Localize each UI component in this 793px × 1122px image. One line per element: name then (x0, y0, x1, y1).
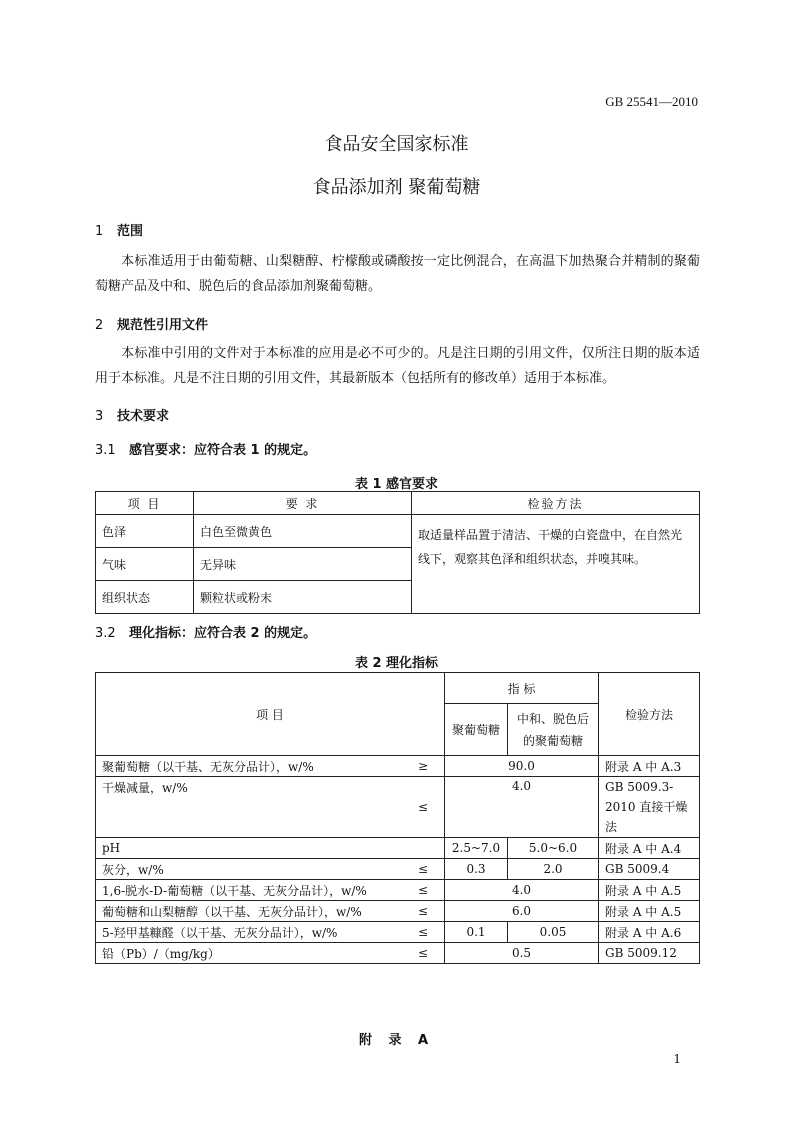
table-cell: 无异味 (194, 548, 412, 581)
table-1-caption: 表 1 感官要求 (354, 477, 439, 492)
appendix-heading: 附 录 A (358, 1033, 435, 1048)
table-cell: 颗粒状或粉末 (194, 581, 412, 614)
table-cell: 1,6-脱水-D-葡萄糖（以干基、无灰分品计），w/% (96, 880, 403, 901)
table-2-header-method: 检验方法 (599, 673, 700, 756)
table-row (96, 901, 700, 922)
table-1-method: 取适量样品置于清洁、干燥的白瓷盘中，在自然光线下，观察其色泽和组织状态，并嗅其味。 (412, 515, 700, 614)
table-cell: ≥ (402, 756, 445, 777)
table-cell: 5-羟甲基糠醛（以干基、无灰分品计），w/% (96, 922, 403, 943)
table-1-header-req: 要 求 (194, 492, 412, 515)
table-cell: 4.0 (445, 777, 599, 838)
table-cell: GB 5009.4 (599, 859, 700, 880)
table-cell: 附录 A 中 A.4 (599, 838, 700, 859)
table-1-header-item: 项 目 (96, 492, 194, 515)
sensory-table (95, 491, 700, 614)
table-2-caption: 表 2 理化指标 (354, 656, 439, 671)
table-cell: 附录 A 中 A.6 (599, 922, 700, 943)
table-cell (402, 838, 445, 859)
table-cell: 色泽 (96, 515, 194, 548)
table-row (96, 922, 700, 943)
table-row (96, 859, 700, 880)
table-cell: ≤ (402, 777, 445, 838)
table-cell: 0.05 (508, 922, 599, 943)
table-cell: ≤ (402, 859, 445, 880)
table-row (96, 880, 700, 901)
table-2-header-index: 指 标 (445, 673, 599, 704)
table-cell: 90.0 (445, 756, 599, 777)
table-cell: 灰分，w/% (96, 859, 403, 880)
table-cell: ≤ (402, 880, 445, 901)
table-row (96, 838, 700, 859)
table-cell: 附录 A 中 A.5 (599, 901, 700, 922)
table-row (96, 777, 700, 838)
table-cell: pH (96, 838, 403, 859)
table-2-header-item: 项 目 (96, 673, 445, 756)
section-3-1-heading: 3.1 感官要求：应符合表 1 的规定。 (95, 443, 317, 458)
section-1-heading: 1 范围 (95, 224, 144, 239)
page-number: 1 (673, 1052, 681, 1066)
table-1-header-method: 检验方法 (412, 492, 700, 515)
table-cell: 0.3 (445, 859, 508, 880)
table-cell: 聚葡萄糖（以干基、无灰分品计），w/% (96, 756, 403, 777)
table-2-header-sub1: 聚葡萄糖 (445, 704, 508, 756)
table-2-header-sub2: 中和、脱色后的聚葡萄糖 (508, 704, 599, 756)
table-cell: 5.0~6.0 (508, 838, 599, 859)
table-cell: 铅（Pb）/（mg/kg） (96, 943, 403, 964)
table-row (96, 515, 700, 548)
table-cell: 干燥减量，w/% (96, 777, 403, 838)
section-1-text: 本标准适用于由葡萄糖、山梨糖醇、柠檬酸或磷酸按一定比例混合，在高温下加热聚合并精制的聚葡萄糖产品及中和、脱色后的食品添加剂聚葡萄糖。 (95, 254, 700, 294)
table-cell: ≤ (402, 901, 445, 922)
standard-code: GB 25541—2010 (605, 94, 698, 109)
table-cell: 气味 (96, 548, 194, 581)
section-2-text: 本标准中引用的文件对于本标准的应用是必不可少的。凡是注日期的引用文件，仅所注日期的版本适用于本标准。凡是不注日期的引用文件，其最新版本（包括所有的修改单）适用于本标准。 (95, 346, 700, 386)
table-cell: 0.5 (445, 943, 599, 964)
table-cell: 4.0 (445, 880, 599, 901)
table-row (96, 943, 700, 964)
table-cell: 0.1 (445, 922, 508, 943)
table-cell: 葡萄糖和山梨糖醇（以干基、无灰分品计），w/% (96, 901, 403, 922)
document-title: 食品安全国家标准 (324, 134, 469, 155)
table-cell: 附录 A 中 A.3 (599, 756, 700, 777)
table-cell: 2.0 (508, 859, 599, 880)
physicochemical-table (95, 672, 700, 964)
table-cell: GB 5009.12 (599, 943, 700, 964)
table-cell: GB 5009.3-2010 直接干燥法 (599, 777, 700, 838)
section-2-heading: 2 规范性引用文件 (95, 318, 209, 333)
table-cell: ≤ (402, 943, 445, 964)
table-row (96, 756, 700, 777)
table-cell: 6.0 (445, 901, 599, 922)
table-cell: 2.5~7.0 (445, 838, 508, 859)
document-subtitle: 食品添加剂 聚葡萄糖 (312, 177, 481, 198)
table-cell: 白色至微黄色 (194, 515, 412, 548)
section-3-heading: 3 技术要求 (95, 409, 170, 424)
section-3-2-heading: 3.2 理化指标：应符合表 2 的规定。 (95, 626, 317, 641)
table-cell: ≤ (402, 922, 445, 943)
table-cell: 组织状态 (96, 581, 194, 614)
table-cell: 附录 A 中 A.5 (599, 880, 700, 901)
